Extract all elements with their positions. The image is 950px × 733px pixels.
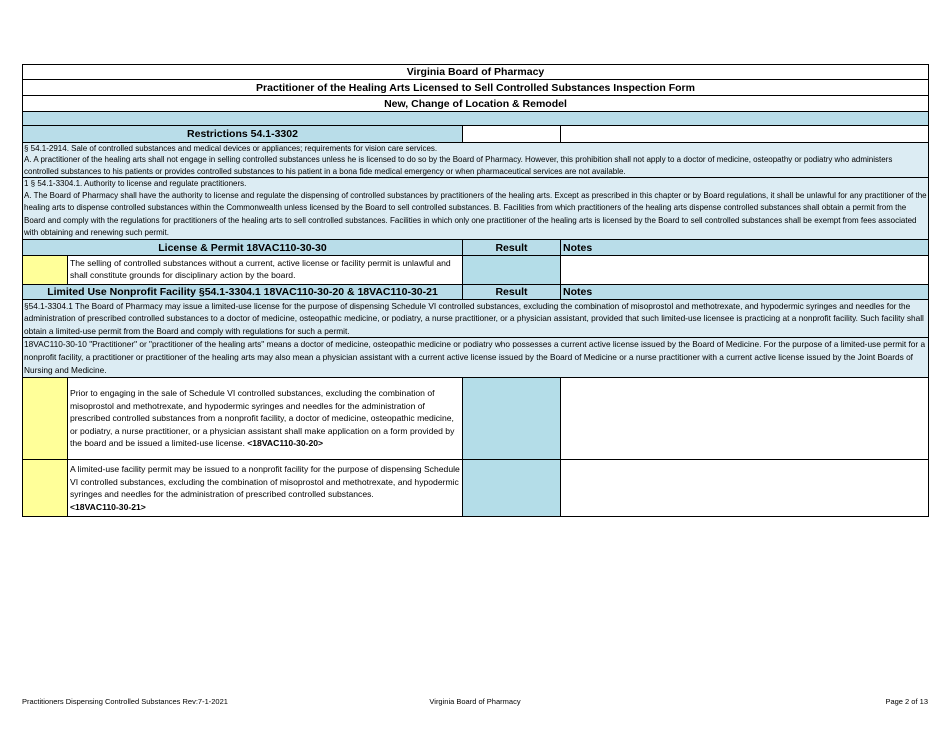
limited-title: Limited Use Nonprofit Facility §54.1-3304.1 18VAC110-30-20 & 18VAC110-30-21 [23,285,463,299]
org-name: Virginia Board of Pharmacy [406,66,545,78]
license-item-notes[interactable] [561,256,928,284]
restrictions-p1-title: § 54.1-2914. Sale of controlled substances and medical devices or appliances; requirements for vision care services. [24,144,438,153]
license-item-text: The selling of controlled substances without a current, active license or facility permit is unlawful and shall constitute grounds for disciplinary action by the board. [70,258,451,280]
license-result-label: Result [463,240,561,255]
limited-item1-body: Prior to engaging in the sale of Schedule VI controlled substances, excluding the combination of misoprostol and methotrexate, and hypodermic syringes and needles for the administration of prescribed controlled substances from a nonprofit facility, a doctor of medicine, osteopathic medicine, or podiatry, a nurse practitioner, or a physician assistant shall make application on a form provided by the board and be issued a limited-use license. [70,388,455,449]
limited-item2-body: A limited-use facility permit may be issued to a nonprofit facility for the purpose of dispensing Schedule VI controlled substances, excluding the combination of misoprostol and methotrexate, and hypodermic syringes and needles for the administration of prescribed controlled substances. [70,464,460,499]
limited-item2-text [68,462,462,514]
limited-result-label: Result [463,285,561,299]
license-notes-label: Notes [563,241,593,254]
limited-item2-ref: <18VAC110-30-21> [70,501,146,512]
form-title: Practitioner of the Healing Arts Licensed to Sell Controlled Substances Inspection Form [256,81,695,94]
license-item-check[interactable] [23,256,68,284]
footer-center: Virginia Board of Pharmacy [429,697,521,706]
limited-para2-row [22,338,929,378]
limited-item2-notes[interactable] [561,460,928,516]
inspection-form [22,64,929,517]
limited-header-row [22,285,929,300]
spacer-row [22,112,929,126]
license-item-result[interactable] [463,256,561,284]
restrictions-p2-row [22,178,929,240]
restrictions-p1-body: A. A practitioner of the healing arts shall not engage in selling controlled substances unless he is licensed to do so by the Board of Pharmacy. However, this prohibition shall not apply to a doctor of medicine, osteopathy or podiatry who administers controlled substances to his patients or provides controlled substances to his patient in a bona fide medical emergency or when pharmaceutical services are not available. [24,155,893,176]
limited-para2: 18VAC110-30-10 "Practitioner" or "practitioner of the healing arts" means a doctor of medicine, osteopathic medicine or podiatry who possesses a current active license issued by the Board of Medicine. For the purpose of a limited-use permit for a nonprofit facility, a practitioner or practitioner of the healing arts may also mean a physician assistant with a current active license issued by the Board of Medicine or a nurse practitioner with a current active license issued by the Joint Boards of Nursing and Medicine. [24,339,926,375]
form-org-header [22,64,929,80]
inspection-type: New, Change of Location & Remodel [384,97,567,110]
limited-item1-result[interactable] [463,378,561,459]
limited-para1-row [22,300,929,338]
license-header-row [22,240,929,256]
restrictions-header-row [22,126,929,143]
restrictions-p1 [23,143,928,177]
limited-item1-ref: <18VAC110-30-20> [247,438,324,449]
form-title-header [22,80,929,96]
limited-item2-result[interactable] [463,460,561,516]
limited-item1-row [22,378,929,460]
footer-left: Practitioners Dispensing Controlled Substances Rev:7-1-2021 [22,697,228,706]
restrictions-p1-row [22,143,929,178]
restrictions-notes-cell[interactable] [561,126,928,142]
license-title: License & Permit 18VAC110-30-30 [23,240,463,255]
limited-item1-text [68,386,462,451]
restrictions-p2-body: A. The Board of Pharmacy shall have the authority to license and regulate the dispensing of controlled substances by practitioners of the healing arts. Except as prescribed in this chapter or by Board regulations, it shall be unlawful for any practitioner of the healing arts to dispense controlled substances within the Commonwealth unless licensed by the Board to sell controlled substances. B. Facilities from which practitioners of the healing arts dispense controlled substances shall obtain a permit from the Board and comply with the regulations for practitioners of the healing arts to sell controlled substances. Facilities in which only one practitioner of the healing arts is licensed by the Board to sell controlled substances shall be exempt from fees associated with obtaining and renewing such permit. [24,191,927,237]
license-item-row [22,256,929,285]
restrictions-result-cell[interactable] [463,126,561,142]
limited-item2-check[interactable] [23,460,68,516]
limited-notes-label: Notes [563,286,593,298]
limited-item2-row [22,460,929,517]
limited-item1-check[interactable] [23,378,68,459]
footer-page-number: Page 2 of 13 [885,697,928,706]
limited-para1: §54.1-3304.1 The Board of Pharmacy may issue a limited-use license for the purpose of dispensing Schedule VI controlled substances, excluding the combination of misoprostol and methotrexate, and hypodermic syringes and needles for the administration of prescribed controlled substances to a doctor of medicine, osteopathic medicine, or podiatry, a nurse practitioner, or a physician assistant, provided that such limited-use licensee is practicing at a nonprofit facility. Such facility shall obtain a limited-use permit from the Board and comply with regulations for such a permit. [24,301,924,336]
restrictions-p2-title: 1 § 54.1-3304.1. Authority to license and regulate practitioners. [24,179,247,188]
restrictions-p2 [23,178,928,239]
limited-item1-notes[interactable] [561,378,928,459]
inspection-type-header [22,96,929,112]
restrictions-title: Restrictions 54.1-3302 [23,126,463,142]
